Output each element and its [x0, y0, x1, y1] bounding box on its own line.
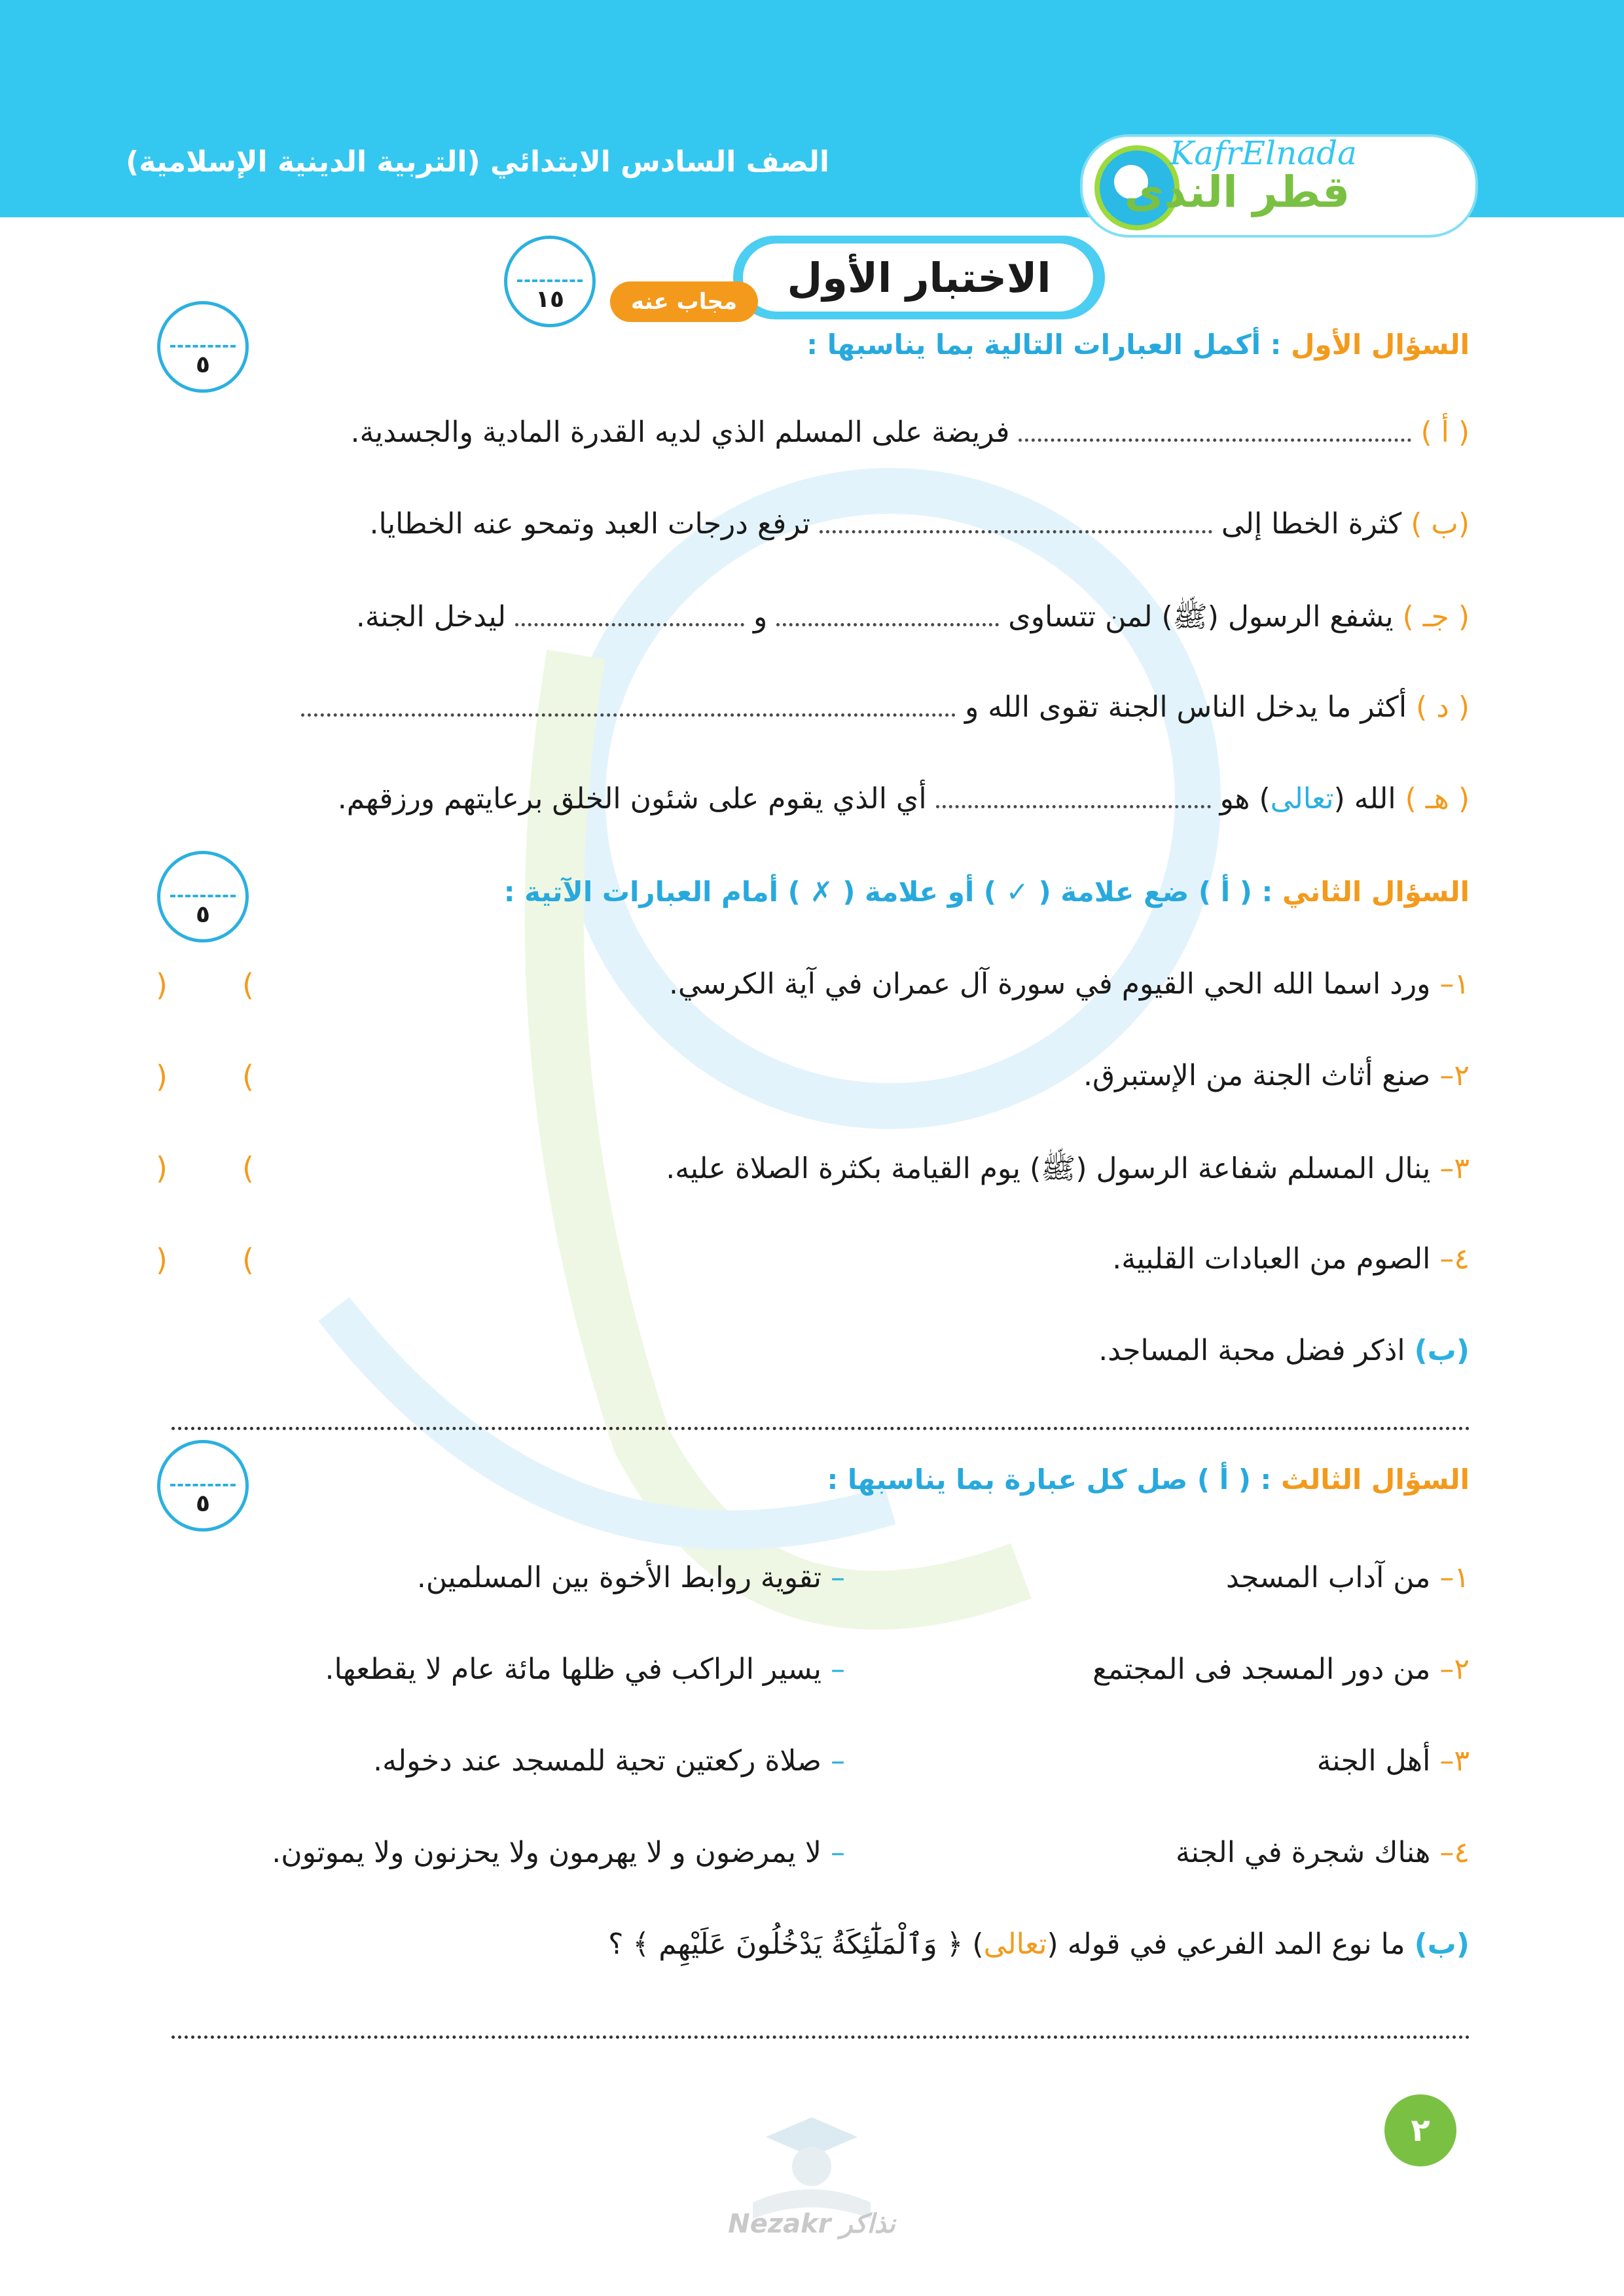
answered-badge: مجاب عنه: [610, 281, 758, 322]
item-text: أكثر ما يدخل الناس الجنة تقوى الله و: [964, 691, 1407, 724]
item-text: أهل الجنة: [1316, 1744, 1431, 1778]
item-text-2: ) هو: [1219, 782, 1271, 816]
logo-arabic-text: قطر الندى: [1124, 167, 1350, 217]
q2-item-2: [1083, 1059, 1470, 1092]
q2-item-3: [666, 1151, 1470, 1193]
q3-right-item-3: [1317, 1744, 1470, 1778]
item-number: ٢–: [1439, 1653, 1470, 1686]
answer-blank[interactable]: [301, 702, 956, 717]
item-text: من آداب المسجد: [1226, 1561, 1431, 1594]
q1-score-circle: [157, 301, 249, 393]
logo-latin-text: KafrElnada: [1170, 134, 1357, 172]
answer-line[interactable]: [171, 2036, 1470, 2039]
item-number: ٣–: [1439, 1744, 1470, 1778]
item-text: من دور المسجد فى المجتمع: [1092, 1653, 1431, 1686]
q2-score-circle: [157, 851, 249, 942]
item-text: ينال المسلم شفاعة الرسول (ﷺ) يوم القيامة بكثرة الصلاة عليه.: [666, 1152, 1431, 1185]
paren-open: (: [156, 1151, 168, 1186]
item-dash: –: [831, 1653, 845, 1686]
item-text: ورد اسما الله الحي القيوم في سورة آل عمران في آية الكرسي.: [669, 967, 1431, 1001]
score-dash-line: [517, 279, 583, 282]
item-text: صلاة ركعتين تحية للمسجد عند دخوله.: [373, 1744, 821, 1778]
q2-answer-box-1[interactable]: [156, 967, 254, 1003]
q2-label: السؤال الثاني: [1282, 876, 1470, 908]
exam-title: الاختبار الأول: [787, 254, 1051, 302]
score-dash-line: [170, 1484, 236, 1486]
item-mark: ( د ): [1416, 691, 1470, 724]
q3-right-item-2: [1092, 1653, 1470, 1686]
paren-close: ): [242, 1242, 254, 1278]
item-text: فريضة على المسلم الذي لديه القدرة المادية والجسدية.: [350, 416, 1010, 449]
item-mark: (ب ): [1411, 507, 1470, 541]
item-text-2: و: [753, 600, 768, 634]
part-b-text: اذكر فضل محبة المساجد.: [1098, 1334, 1405, 1367]
paren-close: ): [242, 967, 254, 1003]
q1-item-a: [350, 416, 1470, 449]
q1-score-value: ٥: [196, 351, 210, 378]
answer-blank[interactable]: [820, 518, 1212, 533]
q2-answer-box-2[interactable]: [156, 1059, 254, 1094]
score-dash-line: [170, 895, 236, 897]
q1-label: السؤال الأول: [1291, 329, 1470, 361]
q2-answer-box-4[interactable]: [156, 1242, 254, 1278]
total-score-value: ١٥: [535, 286, 564, 313]
score-dash-line: [170, 345, 236, 348]
part-b-mark: (ب): [1414, 1334, 1470, 1367]
part-b-mark: (ب): [1414, 1928, 1470, 1961]
q3-heading: [827, 1463, 1470, 1496]
q2-item-4: [1112, 1242, 1470, 1276]
item-number: ٣–: [1439, 1152, 1470, 1185]
item-text: هناك شجرة في الجنة: [1176, 1836, 1431, 1869]
item-text-3: ليدخل الجنة.: [355, 600, 507, 634]
paren-open: (: [156, 1059, 168, 1094]
paren-open: (: [156, 1242, 168, 1278]
answer-blank-2[interactable]: [515, 611, 744, 626]
item-text: صنع أثاث الجنة من الإستبرق.: [1083, 1059, 1431, 1092]
footer-brand: Nezakr نذاكر: [728, 2209, 895, 2239]
paren-close: ): [242, 1151, 254, 1186]
answer-blank[interactable]: [776, 611, 999, 626]
q3-left-item-2: [325, 1653, 845, 1686]
q2-item-1: [669, 967, 1470, 1001]
q2-answer-box-3[interactable]: [156, 1151, 254, 1186]
item-text: لا يمرضون و لا يهرمون ولا يحزنون ولا يموتون.: [272, 1836, 821, 1869]
q1-item-c: [356, 599, 1470, 641]
q2-part-b: [1098, 1334, 1470, 1367]
item-mark: ( جـ ): [1402, 600, 1470, 634]
page-number: ٢: [1384, 2094, 1456, 2166]
item-mark: ( أ ): [1420, 416, 1470, 449]
q3-left-item-3: [373, 1744, 845, 1778]
q2-prompt: : ( أ ) ضع علامة ( ✓ ) أو علامة ( ✗ ) أمام العبارات الآتية :: [503, 876, 1273, 908]
q3-left-item-4: [272, 1836, 845, 1869]
answer-blank[interactable]: [1019, 427, 1411, 442]
item-mark: ( هـ ): [1405, 782, 1470, 816]
q2-score-value: ٥: [196, 901, 210, 928]
q3-score-circle: [157, 1440, 249, 1532]
item-number: ٤–: [1439, 1242, 1470, 1276]
item-dash: –: [831, 1836, 845, 1869]
q1-item-d: [301, 691, 1470, 724]
q1-heading: [806, 329, 1470, 361]
q3-right-item-1: [1226, 1561, 1470, 1594]
item-accent: تعالى: [1270, 782, 1334, 816]
q3-score-value: ٥: [196, 1490, 210, 1517]
answer-blank[interactable]: [936, 793, 1211, 808]
paren-open: (: [156, 967, 168, 1003]
item-text: كثرة الخطا إلى: [1221, 507, 1402, 541]
item-number: ١–: [1439, 1561, 1470, 1594]
q3-right-item-4: [1176, 1836, 1470, 1869]
item-text: يسير الراكب في ظلها مائة عام لا يقطعها.: [325, 1653, 821, 1686]
part-b-accent: تعالى: [983, 1928, 1047, 1961]
item-text: الله (: [1333, 782, 1396, 816]
item-text: يشفع الرسول (ﷺ) لمن تتساوى: [1008, 600, 1394, 634]
q3-left-item-1: [417, 1561, 845, 1594]
answer-line[interactable]: [171, 1427, 1470, 1430]
item-number: ٢–: [1439, 1059, 1470, 1092]
item-text: تقوية روابط الأخوة بين المسلمين.: [416, 1561, 821, 1594]
item-text: الصوم من العبادات القلبية.: [1112, 1242, 1431, 1276]
part-b-text: ما نوع المد الفرعي في قوله (: [1047, 1928, 1405, 1961]
q3-prompt: : ( أ ) صل كل عبارة بما يناسبها :: [827, 1463, 1272, 1496]
q1-prompt: : أكمل العبارات التالية بما يناسبها :: [806, 329, 1282, 361]
paren-close: ): [242, 1059, 254, 1094]
item-number: ١–: [1439, 967, 1470, 1001]
q2-heading: [504, 876, 1470, 908]
item-number: ٤–: [1439, 1836, 1470, 1869]
total-score-circle: [504, 236, 596, 327]
q1-item-e: [338, 782, 1470, 816]
page-header-title: الصف السادس الابتدائي (التربية الدينية الإسلامية): [126, 145, 829, 179]
item-dash: –: [831, 1561, 845, 1594]
q3-label: السؤال الثالث: [1280, 1463, 1470, 1496]
item-dash: –: [831, 1744, 845, 1778]
q3-part-b: [608, 1928, 1470, 1961]
item-text-3: أي الذي يقوم على شئون الخلق برعايتهم ورزقهم.: [337, 782, 927, 816]
item-text-2: ترفع درجات العبد وتمحو عنه الخطايا.: [369, 507, 810, 541]
q1-item-b: [370, 507, 1470, 541]
part-b-text-2: ) ﴿ وَٱلْمَلَٰٓئِكَةُ يَدْخُلُونَ عَلَيْهِم ﴾ ؟: [608, 1928, 984, 1961]
